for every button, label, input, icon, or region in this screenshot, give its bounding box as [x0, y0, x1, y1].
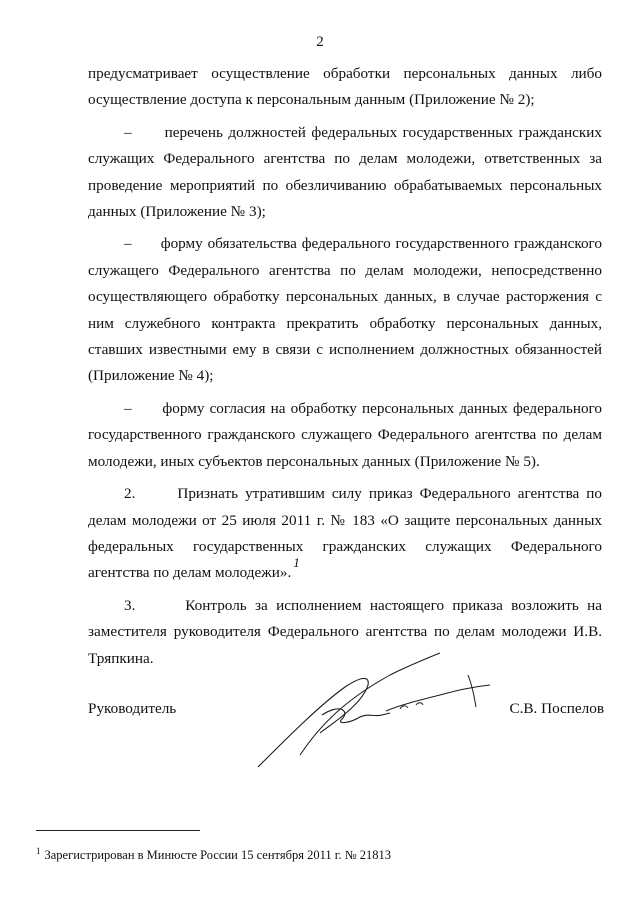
signatory-name: С.В. Поспелов — [509, 700, 604, 717]
paragraph-continuation: предусматривает осуществление обработки персональных данных либо осуществление доступа к персональным данным (Приложение № 2); — [88, 65, 602, 109]
footnote-marker: 1 — [293, 555, 300, 571]
clause-2 — [88, 481, 602, 587]
footnote — [36, 843, 391, 863]
page-number: 2 — [316, 34, 324, 50]
footnote-separator — [36, 830, 200, 831]
signatory-role: Руководитель — [88, 700, 177, 717]
clause-3: 3. Контроль за исполнением настоящего приказа возложить на заместителя руководителя Федерального агентства по делам молодежи И.В. Тряпкина. — [88, 596, 602, 667]
clause-2-text: 2. Признать утратившим силу приказ Федерального агентства по делам молодежи от 25 июля 2011 г. № 183 «О защите персональных данных федеральных государственных гражданских служащих Федерального агентства по делам молодежи». — [88, 485, 602, 582]
list-item-consent-form: – форму согласия на обработку персональных данных федерального государственного гражданского служащего Федерального агентства по делам молодежи, иных субъектов персональных данных (Приложение № 5). — [88, 399, 602, 470]
footnote-number: 1 — [36, 846, 41, 856]
handwritten-signature — [250, 645, 510, 775]
list-item-positions: – перечень должностей федеральных государственных гражданских служащих Федерального агентства по делам молодежи, ответственных за проведение мероприятий по обезличиванию обрабатываемых персональных данных (Приложение № 3); — [88, 123, 602, 221]
footnote-text: Зарегистрирован в Минюсте России 15 сентября 2011 г. № 21813 — [44, 848, 391, 862]
list-item-obligation-form: – форму обязательства федерального государственного гражданского служащего Федерального агентства по делам молодежи, непосредственно осуществляющего обработку персональных данных, в случае расторжения с ним служебного контракта прекратить обработку персональных данных, ставших известными ему в связи с исполнением должностных обязанностей (Приложение № 4); — [88, 235, 602, 385]
document-body — [88, 61, 602, 672]
